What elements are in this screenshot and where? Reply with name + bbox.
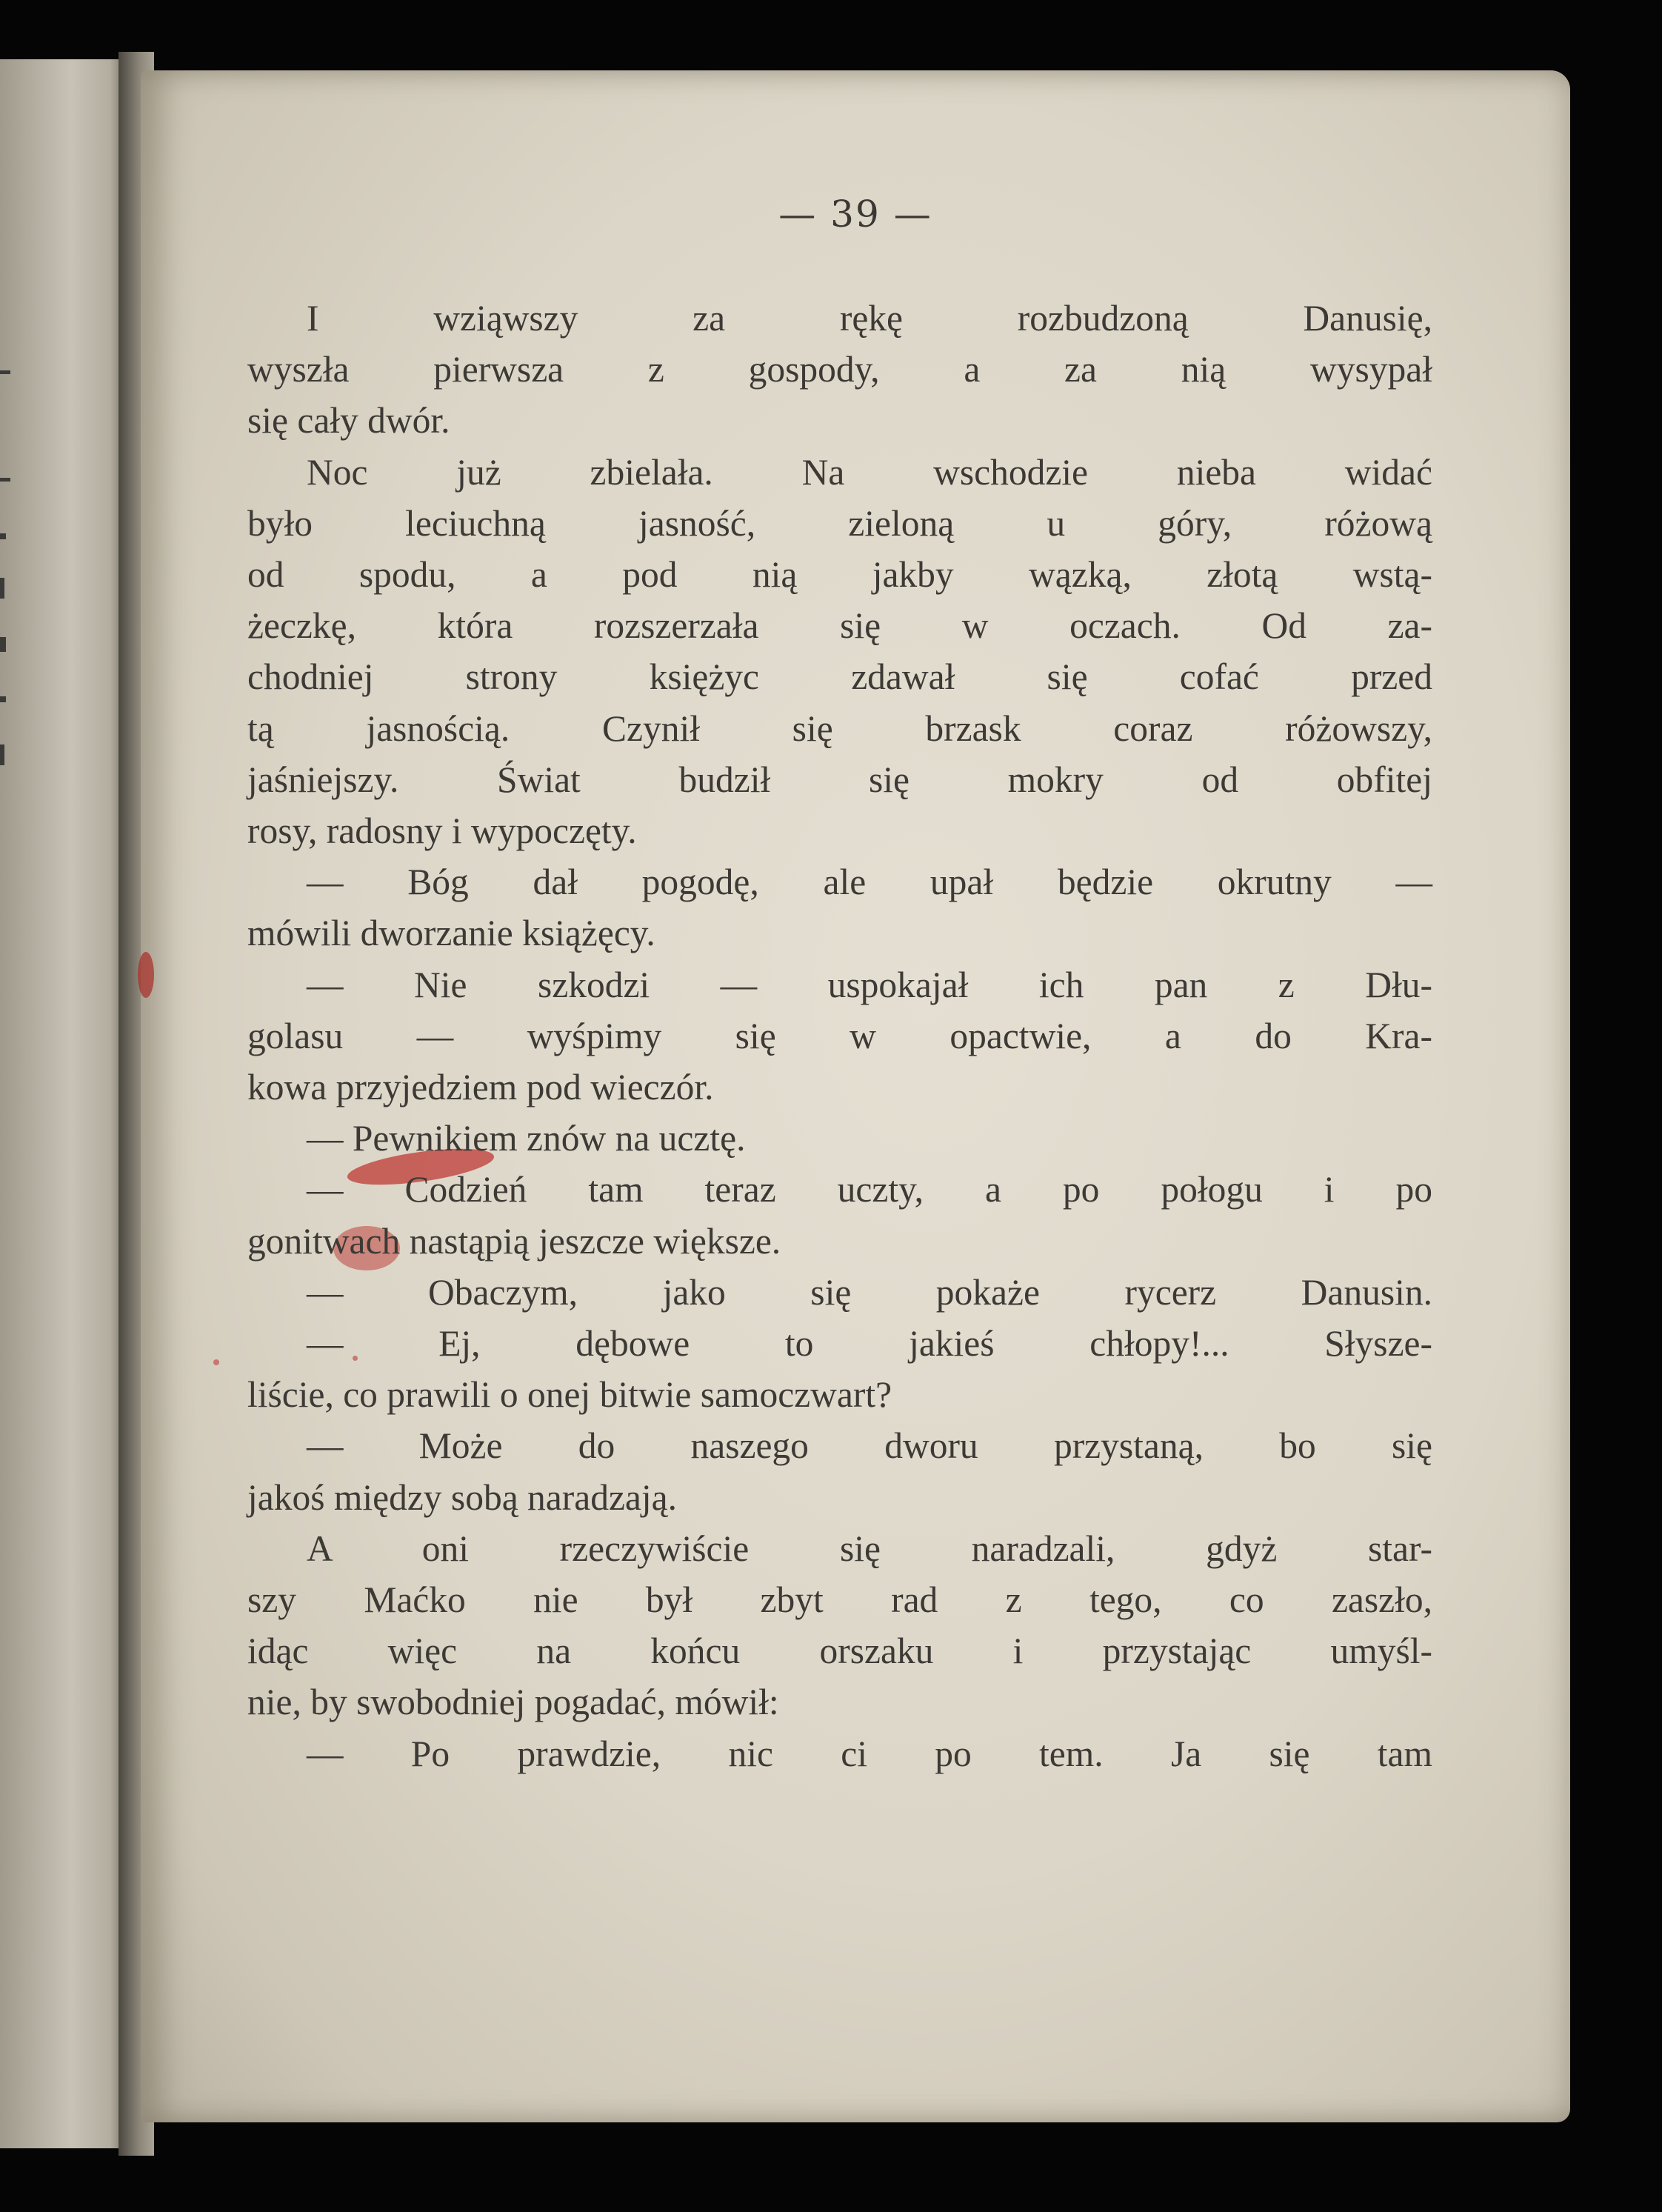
page-text xyxy=(247,293,1432,1779)
text-line: A oni rzeczywiście się naradzali, gdyż star- xyxy=(307,1528,1432,1569)
text-line: — Po prawdzie, nic ci po tem. Ja się tam xyxy=(307,1733,1432,1774)
text-line: — Pewnikiem znów na ucztę. xyxy=(307,1118,746,1159)
text-line: — Obaczym, jako się pokaże rycerz Danusin. xyxy=(307,1271,1432,1313)
text-line: szy Maćko nie był zbyt rad z tego, co zaszło, xyxy=(247,1579,1432,1621)
text-line: mówili dworzanie książęcy. xyxy=(247,913,655,954)
text-line: jakoś między sobą naradzają. xyxy=(247,1476,678,1518)
text-line: od spodu, a pod nią jakby wązką, złotą wstą- xyxy=(247,554,1432,596)
text-line: jaśniejszy. Świat budził się mokry od obfitej xyxy=(247,759,1432,800)
ink-spot xyxy=(213,1359,219,1365)
text-line: wyszła pierwsza z gospody, a za nią wysypał xyxy=(247,349,1432,390)
text-line: chodniej strony księżyc zdawał się cofać przed xyxy=(247,656,1432,698)
previous-page-edge xyxy=(0,59,130,2148)
page-number: — 39 — xyxy=(778,193,932,236)
text-line: żeczkę, która rozszerzała się w oczach. Od za- xyxy=(247,605,1432,647)
text-fragment-mark xyxy=(0,637,6,652)
text-line: liście, co prawili o onej bitwie samoczwart? xyxy=(247,1374,892,1416)
text-line: idąc więc na końcu orszaku i przystając umyśl- xyxy=(247,1630,1432,1672)
text-line: nie, by swobodniej pogadać, mówił: xyxy=(247,1682,779,1723)
text-line: kowa przyjedziem pod wieczór. xyxy=(247,1067,714,1108)
text-line: I wziąwszy za rękę rozbudzoną Danusię, xyxy=(307,298,1432,339)
text-line: rosy, radosny i wypoczęty. xyxy=(247,810,637,852)
text-line: gonitwach nastąpią jeszcze większe. xyxy=(247,1220,781,1262)
text-line: — Może do naszego dworu przystaną, bo się xyxy=(307,1425,1432,1467)
text-fragment-mark xyxy=(0,533,6,539)
text-line: się cały dwór. xyxy=(247,400,450,442)
text-fragment-mark xyxy=(0,578,4,599)
ink-spot xyxy=(138,952,154,998)
text-line: — Ej, dębowe to jakieś chłopy!... Słysze- xyxy=(307,1323,1432,1365)
text-line: Noc już zbielała. Na wschodzie nieba widać xyxy=(307,451,1432,493)
text-line: — Nie szkodzi — uspokajał ich pan z Dłu- xyxy=(307,964,1432,1005)
text-fragment-mark xyxy=(0,744,4,765)
book-page xyxy=(141,70,1570,2122)
text-fragment-mark xyxy=(0,370,10,374)
text-line: było leciuchną jasność, zieloną u góry, różową xyxy=(247,502,1432,544)
text-line: golasu — wyśpimy się w opactwie, a do Kra- xyxy=(247,1015,1432,1056)
text-fragment-mark xyxy=(0,478,10,482)
text-fragment-mark xyxy=(0,696,6,702)
text-line: — Codzień tam teraz uczty, a po połogu i po xyxy=(307,1169,1432,1210)
text-line: — Bóg dał pogodę, ale upał będzie okrutny — xyxy=(307,862,1432,903)
text-line: tą jasnością. Czynił się brzask coraz różowszy, xyxy=(247,707,1432,749)
